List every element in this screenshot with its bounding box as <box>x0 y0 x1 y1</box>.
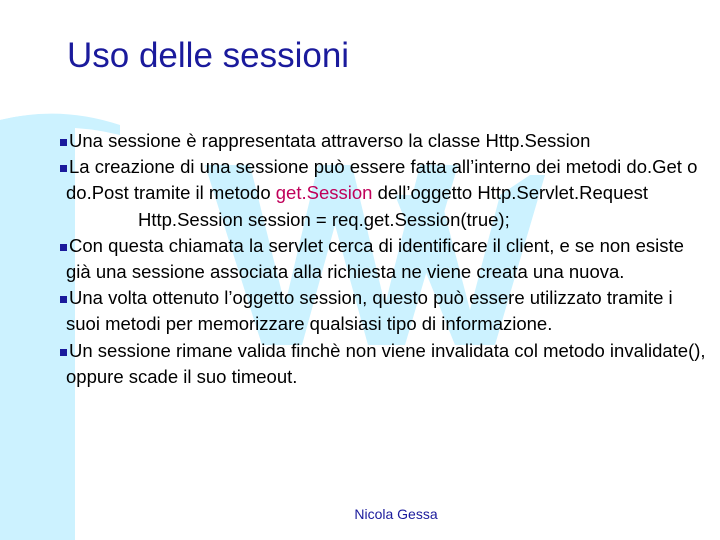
bullet-item <box>66 154 706 206</box>
square-bullet-icon <box>60 296 67 303</box>
square-bullet-icon <box>60 165 67 172</box>
bullet-item <box>66 285 706 337</box>
bullet-text-end: dell’oggetto Http.Servlet.Request <box>372 182 649 204</box>
slide-body <box>66 128 706 390</box>
highlighted-method-name: get.Session <box>275 182 373 204</box>
bullet-text: Una sessione è rappresentata attraverso la classe Http.Session <box>69 130 591 151</box>
footer-author: Nicola Gessa <box>354 506 438 522</box>
page-title: Uso delle sessioni <box>67 36 350 75</box>
code-example: Http.Session session = req.get.Session(true); <box>138 208 510 230</box>
bullet-item <box>66 338 706 390</box>
bullet-text: Con questa chiamata la servlet cerca di identificare il client, e se non esiste già una sessione associata alla richiesta ne viene creata una nuova. <box>66 234 684 283</box>
bullet-item <box>66 233 706 285</box>
square-bullet-icon <box>60 139 67 146</box>
bullet-text: La creazione di una sessione può essere fatta all’interno dei metodi do.Get o do.Post tramite il metodo <box>66 156 698 204</box>
square-bullet-icon <box>60 244 67 251</box>
bullet-item <box>66 128 706 154</box>
bullet-text: Un sessione rimane valida finchè non viene invalidata col metodo invalidate(), oppure scade il suo timeout. <box>66 339 706 387</box>
bullet-text: Una volta ottenuto l’oggetto session, questo può essere utilizzato tramite i suoi metodi per memorizzare qualsiasi tipo di informazione. <box>66 287 673 335</box>
left-swoosh-body <box>0 114 75 540</box>
square-bullet-icon <box>60 349 67 356</box>
